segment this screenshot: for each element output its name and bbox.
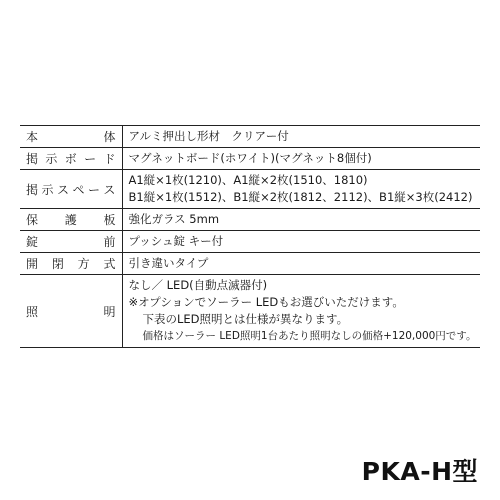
spec-label-char: ペ (72, 182, 85, 197)
spec-label-char: 明 (103, 304, 116, 319)
spec-value-line: マグネットボード(ホワイト)(マグネット8個付) (128, 151, 372, 165)
spec-label-char: 板 (103, 213, 116, 227)
model-name: PKA-H型 (361, 457, 478, 486)
spec-label (20, 126, 122, 148)
spec-label-char: 開 (26, 257, 39, 271)
spec-label-char: 掲 (26, 182, 39, 197)
spec-label-char: ド (103, 152, 116, 166)
spec-row-opening-method (20, 253, 480, 275)
spec-label-char: ー (84, 152, 97, 166)
spec-label-char: ス (103, 182, 116, 197)
spec-value-line: プッシュ錠 キー付 (128, 234, 224, 248)
spec-label-char: ボ (64, 152, 77, 166)
spec-label-char: ー (87, 182, 100, 197)
spec-label-char: 方 (77, 257, 90, 271)
spec-value (122, 170, 480, 209)
spec-value-note: 下表のLED照明とは仕様が異なります。 (142, 312, 349, 326)
spec-label-char: 護 (64, 213, 77, 227)
spec-value (122, 148, 480, 170)
spec-label-char: 錠 (26, 235, 39, 249)
spec-value-line: A1縦×1枚(1210)、A1縦×2枚(1510、1810) (128, 173, 368, 187)
spec-label (20, 231, 122, 253)
spec-row-lock (20, 231, 480, 253)
spec-label (20, 148, 122, 170)
spec-label-char: 閉 (51, 257, 64, 271)
spec-label-char: 体 (103, 130, 116, 144)
spec-value (122, 126, 480, 148)
spec-value (122, 209, 480, 231)
spec-value-line: 引き違いタイプ (128, 256, 209, 270)
spec-label (20, 275, 122, 348)
spec-label (20, 170, 122, 209)
spec-row-protective-panel (20, 209, 480, 231)
spec-value (122, 231, 480, 253)
spec-row-body (20, 126, 480, 148)
spec-label (20, 209, 122, 231)
spec-value-note: 価格はソーラー LED照明1台あたり照明なしの価格+120,000円です。 (142, 330, 477, 342)
spec-table (20, 125, 480, 348)
spec-value (122, 275, 480, 348)
spec-value-line: なし／ LED(自動点滅器付) (128, 278, 268, 292)
spec-value-line: 強化ガラス 5mm (128, 212, 220, 226)
spec-row-space (20, 170, 480, 209)
spec-label-char: 示 (41, 182, 54, 197)
spec-label-char: 掲 (26, 152, 39, 166)
spec-label-char: 前 (103, 235, 116, 249)
spec-value (122, 253, 480, 275)
spec-label-char: 保 (26, 213, 39, 227)
spec-label-char: 示 (45, 152, 58, 166)
spec-label-char: 式 (103, 257, 116, 271)
spec-row-board (20, 148, 480, 170)
spec-label-char: 照 (26, 304, 39, 319)
spec-label-char: ス (56, 182, 69, 197)
spec-value-note: ※オプションでソーラー LEDもお選びいただけます。 (128, 295, 404, 309)
spec-value-line: アルミ押出し形材 クリアー付 (128, 129, 289, 143)
spec-label (20, 253, 122, 275)
spec-value-line: B1縦×1枚(1512)、B1縦×2枚(1812、2112)、B1縦×3枚(2412) (128, 190, 473, 204)
spec-label-char: 本 (26, 130, 39, 144)
spec-row-lighting (20, 275, 480, 348)
